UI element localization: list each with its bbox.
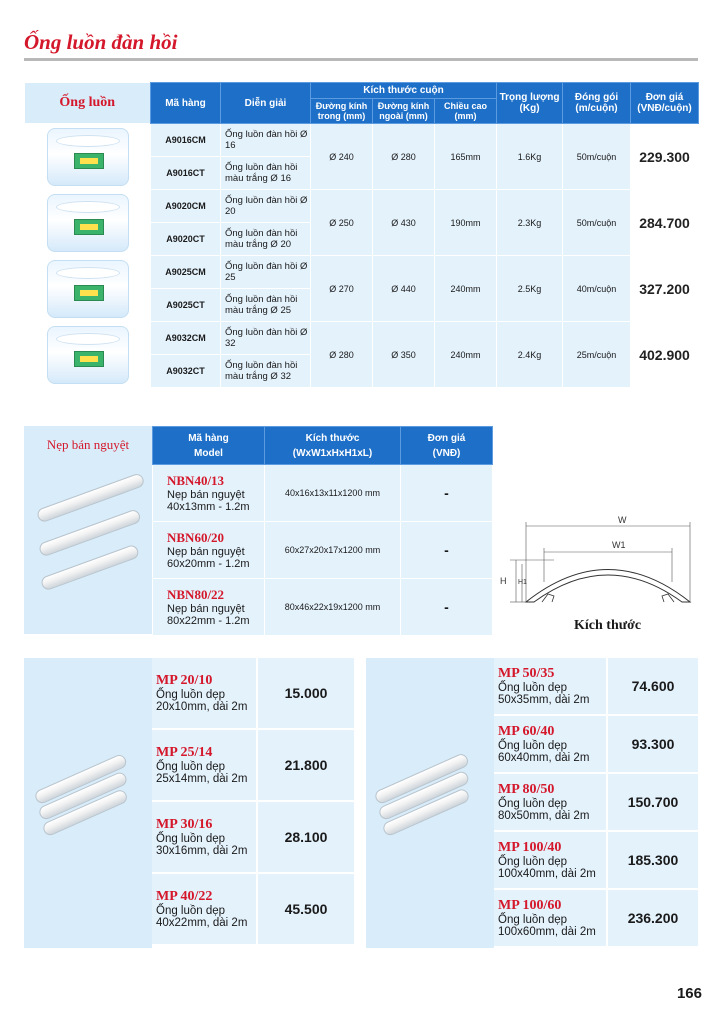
- price-cell: 28.100: [256, 802, 354, 872]
- model-spec: 60x40mm, dài 2m: [498, 752, 590, 764]
- price-cell: 185.300: [606, 832, 698, 888]
- flat-conduit-table-right: [366, 658, 698, 948]
- product-name-cell: [494, 716, 606, 772]
- flat-conduit-table-left: [24, 658, 354, 948]
- cell-weight: 2.5Kg: [497, 256, 563, 322]
- model-code: NBN40/13: [167, 473, 225, 488]
- model-description: Ống luồn dẹp: [498, 740, 568, 752]
- cell-pack: 40m/cuộn: [563, 256, 631, 322]
- price-cell: -: [401, 465, 493, 522]
- header-size: Kích thước (WxW1xHxH1xL): [265, 427, 401, 465]
- cell-weight: 2.4Kg: [497, 322, 563, 388]
- model-spec: 80x22mm - 1.2m: [167, 615, 250, 627]
- table-row: [25, 256, 699, 289]
- model-spec: 100x60mm, dài 2m: [498, 926, 596, 938]
- cell-height: 240mm: [435, 322, 497, 388]
- page-title: Ống luồn đàn hồi: [24, 30, 178, 54]
- price-cell: 21.800: [256, 730, 354, 800]
- product-code: A9016CM: [151, 124, 221, 157]
- cell-inner: Ø 240: [311, 124, 373, 190]
- price-cell: 150.700: [606, 774, 698, 830]
- list-item: [152, 802, 354, 874]
- half-round-trunking-photo: [24, 464, 152, 634]
- header-price: Đơn giá (VNĐ/cuộn): [631, 83, 699, 124]
- cell-outer: Ø 430: [373, 190, 435, 256]
- product-description: Ống luồn đàn hồi màu trắng Ø 25: [221, 289, 311, 322]
- size-cell: 60x27x20x17x1200 mm: [265, 522, 401, 579]
- model-description: Ống luồn dẹp: [498, 798, 568, 810]
- diagram-w-label: W: [618, 515, 627, 525]
- table-row: [25, 124, 699, 157]
- cell-inner: Ø 270: [311, 256, 373, 322]
- product-name-cell: [152, 658, 256, 728]
- header-coil-size: Kích thước cuộn: [311, 83, 497, 99]
- cell-weight: 2.3Kg: [497, 190, 563, 256]
- model-spec: 60x20mm - 1.2m: [167, 558, 250, 570]
- model-code: MP 60/40: [498, 724, 555, 739]
- list-item: [494, 832, 698, 890]
- model-spec: 40x13mm - 1.2m: [167, 501, 250, 513]
- product-name-cell: [152, 802, 256, 872]
- list-item: [494, 658, 698, 716]
- diagram-h1-label: H1: [518, 579, 527, 586]
- table-row: [153, 579, 493, 636]
- table1-label: Ống luồn: [25, 83, 151, 124]
- cell-price: 284.700: [631, 190, 699, 256]
- cell-pack: 50m/cuộn: [563, 190, 631, 256]
- model-code: MP 80/50: [498, 782, 555, 797]
- header-unit-price: Đơn giá (VNĐ): [401, 427, 493, 465]
- table-row: [153, 522, 493, 579]
- header-model: Mã hàng Model: [153, 427, 265, 465]
- product-description: Ống luồn đàn hồi Ø 32: [221, 322, 311, 355]
- cell-height: 190mm: [435, 190, 497, 256]
- model-description: Nẹp bán nguyệt: [167, 546, 245, 558]
- cell-inner: Ø 250: [311, 190, 373, 256]
- size-cell: 80x46x22x19x1200 mm: [265, 579, 401, 636]
- price-cell: 74.600: [606, 658, 698, 714]
- cell-pack: 50m/cuộn: [563, 124, 631, 190]
- cell-inner: Ø 280: [311, 322, 373, 388]
- price-cell: 15.000: [256, 658, 354, 728]
- model-cell: [153, 579, 265, 636]
- list-item: [152, 874, 354, 946]
- cell-outer: Ø 280: [373, 124, 435, 190]
- product-name-cell: [494, 774, 606, 830]
- coil-image: [47, 260, 129, 318]
- product-description: Ống luồn đàn hồi màu trắng Ø 16: [221, 157, 311, 190]
- model-code: MP 20/10: [156, 673, 213, 688]
- model-spec: 50x35mm, dài 2m: [498, 694, 590, 706]
- coil-conduit-table: [24, 82, 698, 388]
- model-spec: 20x10mm, dài 2m: [156, 701, 248, 713]
- price-cell: -: [401, 579, 493, 636]
- header-outer-diameter: Đường kính ngoài (mm): [373, 99, 435, 124]
- model-description: Ống luồn dẹp: [156, 833, 226, 845]
- model-description: Ống luồn dẹp: [498, 856, 568, 868]
- diagram-w1-label: W1: [612, 540, 626, 550]
- list-item: [494, 716, 698, 774]
- model-spec: 25x14mm, dài 2m: [156, 773, 248, 785]
- coil-photo: [25, 124, 151, 190]
- cell-pack: 25m/cuộn: [563, 322, 631, 388]
- product-name-cell: [494, 890, 606, 946]
- product-code: A9016CT: [151, 157, 221, 190]
- header-code: Mã hàng: [151, 83, 221, 124]
- list-item: [152, 658, 354, 730]
- model-code: NBN60/20: [167, 530, 225, 545]
- model-code: MP 100/60: [498, 898, 562, 913]
- header-desc: Diễn giải: [221, 83, 311, 124]
- model-code: MP 30/16: [156, 817, 213, 832]
- header-height: Chiều cao (mm): [435, 99, 497, 124]
- list-item: [494, 890, 698, 948]
- cell-outer: Ø 440: [373, 256, 435, 322]
- size-cell: 40x16x13x11x1200 mm: [265, 465, 401, 522]
- product-code: A9025CT: [151, 289, 221, 322]
- product-description: Ống luồn đàn hồi màu trắng Ø 32: [221, 355, 311, 388]
- product-name-cell: [152, 874, 256, 944]
- coil-image: [47, 194, 129, 252]
- cell-outer: Ø 350: [373, 322, 435, 388]
- price-cell: 93.300: [606, 716, 698, 772]
- product-code: A9020CT: [151, 223, 221, 256]
- model-spec: 100x40mm, dài 2m: [498, 868, 596, 880]
- model-code: NBN80/22: [167, 587, 225, 602]
- model-description: Ống luồn dẹp: [156, 905, 226, 917]
- diagram-caption: Kích thước: [574, 618, 642, 633]
- cell-height: 165mm: [435, 124, 497, 190]
- title-divider: [24, 58, 698, 61]
- diagram-h-label: H: [500, 576, 507, 586]
- model-spec: 30x16mm, dài 2m: [156, 845, 248, 857]
- cell-price: 229.300: [631, 124, 699, 190]
- header-pack: Đóng gói (m/cuộn): [563, 83, 631, 124]
- list-item: [494, 774, 698, 832]
- product-name-cell: [494, 658, 606, 714]
- cell-price: 327.200: [631, 256, 699, 322]
- flat-conduit-photo-left: [24, 658, 152, 948]
- product-code: A9032CT: [151, 355, 221, 388]
- coil-image: [47, 326, 129, 384]
- page-number: 166: [676, 985, 702, 1002]
- model-code: MP 25/14: [156, 745, 213, 760]
- model-description: Ống luồn dẹp: [498, 682, 568, 694]
- model-description: Nẹp bán nguyệt: [167, 489, 245, 501]
- coil-image: [47, 128, 129, 186]
- product-description: Ống luồn đàn hồi Ø 25: [221, 256, 311, 289]
- product-description: Ống luồn đàn hồi màu trắng Ø 20: [221, 223, 311, 256]
- table2-label: Nẹp bán nguyệt: [24, 426, 152, 464]
- model-code: MP 50/35: [498, 666, 555, 681]
- model-cell: [153, 522, 265, 579]
- half-round-trunking-table: [152, 426, 492, 636]
- product-description: Ống luồn đàn hồi Ø 16: [221, 124, 311, 157]
- model-code: MP 100/40: [498, 840, 562, 855]
- product-code: A9020CM: [151, 190, 221, 223]
- model-cell: [153, 465, 265, 522]
- coil-photo: [25, 322, 151, 388]
- model-description: Nẹp bán nguyệt: [167, 603, 245, 615]
- price-cell: -: [401, 522, 493, 579]
- price-cell: 45.500: [256, 874, 354, 944]
- model-description: Ống luồn dẹp: [156, 761, 226, 773]
- coil-photo: [25, 190, 151, 256]
- coil-photo: [25, 256, 151, 322]
- product-code: A9032CM: [151, 322, 221, 355]
- table-row: [25, 190, 699, 223]
- product-name-cell: [152, 730, 256, 800]
- header-inner-diameter: Đường kính trong (mm): [311, 99, 373, 124]
- model-spec: 80x50mm, dài 2m: [498, 810, 590, 822]
- product-name-cell: [494, 832, 606, 888]
- table-row: [153, 465, 493, 522]
- model-description: Ống luồn dẹp: [498, 914, 568, 926]
- price-cell: 236.200: [606, 890, 698, 946]
- product-code: A9025CM: [151, 256, 221, 289]
- cell-height: 240mm: [435, 256, 497, 322]
- cell-weight: 1.6Kg: [497, 124, 563, 190]
- header-weight: Trọng lượng (Kg): [497, 83, 563, 124]
- model-description: Ống luồn dẹp: [156, 689, 226, 701]
- model-spec: 40x22mm, dài 2m: [156, 917, 248, 929]
- flat-conduit-photo-right: [366, 658, 494, 948]
- model-code: MP 40/22: [156, 889, 213, 904]
- cell-price: 402.900: [631, 322, 699, 388]
- table-row: [25, 322, 699, 355]
- product-description: Ống luồn đàn hồi Ø 20: [221, 190, 311, 223]
- list-item: [152, 730, 354, 802]
